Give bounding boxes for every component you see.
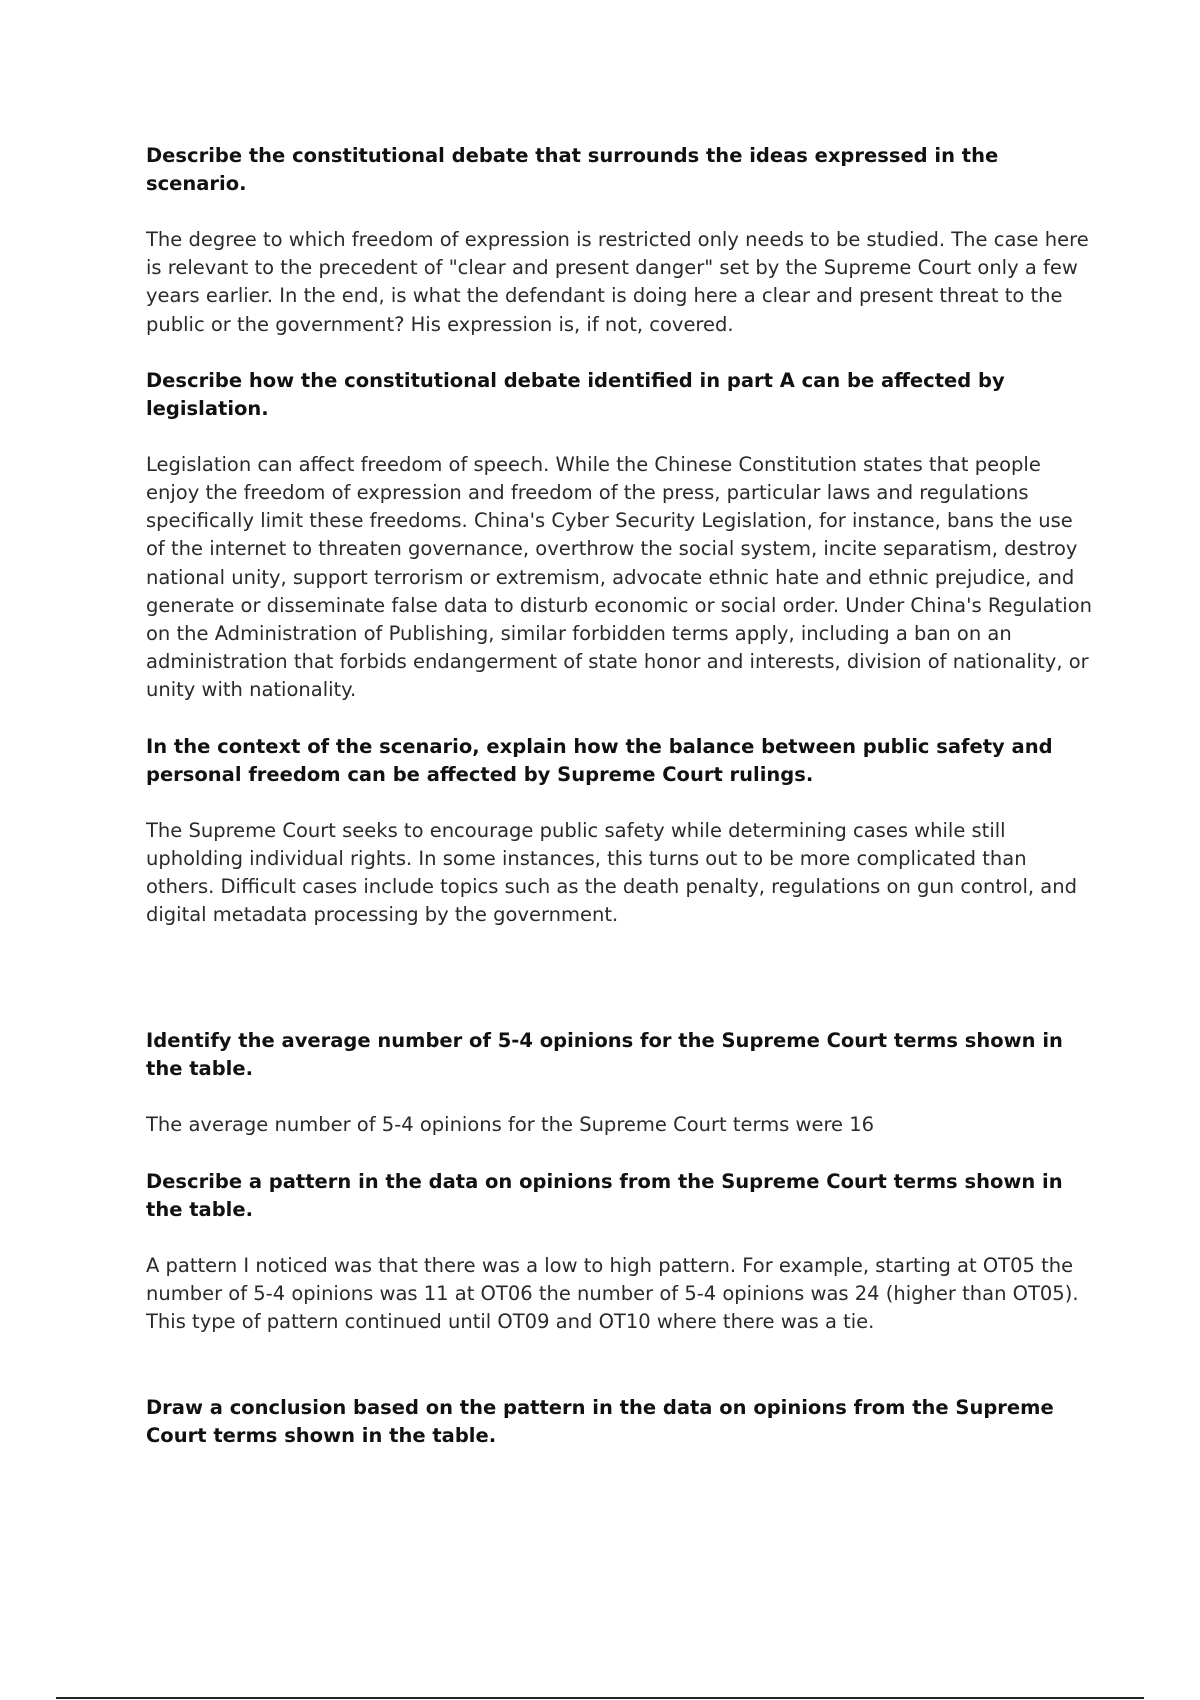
section-gap xyxy=(146,1364,1092,1394)
section-gap xyxy=(146,957,1092,1027)
question-heading: Describe the constitutional debate that surrounds the ideas expressed in the scenario. xyxy=(146,144,999,195)
answer-paragraph: The degree to which freedom of expression is restricted only needs to be studied. The case here is relevant to the precedent of "clear and present danger" set by the Supreme Court only a few years earlier. In the end, is what the defendant is doing here a clear and present threat to the public or the government? His expression is, if not, covered. xyxy=(146,228,1089,336)
question-heading: In the context of the scenario, explain how the balance between public safety and personal freedom can be affected by Supreme Court rulings. xyxy=(146,734,1053,786)
question-heading: Identify the average number of 5-4 opinions for the Supreme Court terms shown in the table. xyxy=(146,1029,1063,1081)
answer-paragraph: A pattern I noticed was that there was a low to high pattern. For example, starting at OT05 the number of 5-4 opinions was 11 at OT06 the number of 5-4 opinions was 24 (higher than OT05). This type of pattern continued until OT09 and OT10 where there was a tie. xyxy=(146,1253,1079,1334)
question-heading: Describe a pattern in the data on opinions from the Supreme Court terms shown in the table. xyxy=(146,1169,1063,1221)
answer-paragraph: The average number of 5-4 opinions for the Supreme Court terms were 16 xyxy=(146,1113,875,1137)
answer-paragraph: The Supreme Court seeks to encourage public safety while determining cases while still upholding individual rights. In some instances, this turns out to be more complicated than others. Difficult cases include topics such as the death penalty, regulations on gun control, and digital metadata processing by the government. xyxy=(146,818,1077,927)
answer-paragraph: Legislation can affect freedom of speech. While the Chinese Constitution states that people enjoy the freedom of expression and freedom of the press, particular laws and regulations specifically limit these freedoms. China's Cyber Security Legislation, for instance, bans the use of the internet to threaten governance, overthrow the social system, incite separatism, destroy national unity, support terrorism or extremism, advocate ethnic hate and ethnic prejudice, and generate or disseminate false data to disturb economic or social order. Under China's Regulation on the Administration of Publishing, similar forbidden terms apply, including a ban on an administration that forbids endangerment of state honor and interests, division of nationality, or unity with nationality. xyxy=(146,452,1092,702)
question-heading: Draw a conclusion based on the pattern in the data on opinions from the Supreme Court terms shown in the table. xyxy=(146,1396,1054,1448)
document-content xyxy=(146,142,1092,1478)
question-heading: Describe how the constitutional debate identified in part A can be affected by legislation. xyxy=(146,368,1005,420)
page-bottom-rule xyxy=(56,1697,1144,1699)
